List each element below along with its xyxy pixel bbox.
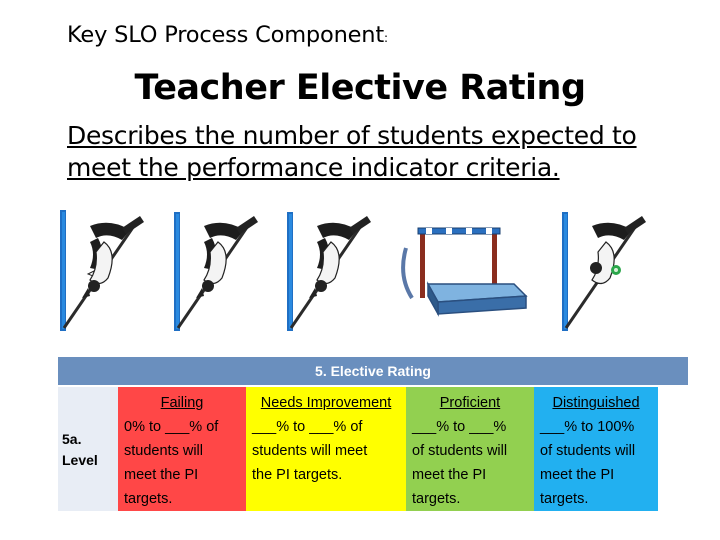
rating-heading-failing: Failing [160,395,204,411]
pole-vaulter-icon [60,208,160,331]
rating-cell-proficient [406,387,534,511]
high-jump-bar-icon [398,218,536,322]
slide-title: Teacher Elective Rating [134,68,586,108]
pole-vaulter-clearing-icon [562,210,662,331]
rating-heading-proficient: Proficient [439,395,501,411]
rating-cell-distinguished [534,387,658,511]
kicker-line [67,22,388,48]
level-label-cell [58,387,118,511]
table-title-bar: 5. Elective Rating [58,357,688,386]
rating-heading-needs-improvement: Needs Improvement [260,395,392,411]
pole-vaulter-icon [287,210,387,331]
level-word: Level [62,452,98,468]
rating-heading-distinguished: Distinguished [552,395,640,411]
pole-vaulter-icon [174,210,274,331]
rating-text-failing: 0% to ___% of students will meet the PI targets. [124,419,219,507]
kicker-text: Key SLO Process Component [67,22,384,48]
slide-subtitle: Describes the number of students expected to meet the performance indicator criteria. [67,121,637,182]
rating-cell-failing [118,387,246,511]
level-number: 5a. [62,431,82,447]
rating-text-distinguished: ___% to 100% of students will meet the PI targets. [540,419,636,507]
kicker-colon: : [383,31,388,45]
rating-text-needs-improvement: ___% to ___% of students will meet the PI targets. [252,419,368,483]
rating-cell-needs-improvement [246,387,406,511]
rating-text-proficient: ___% to ___% of students will meet the PI targets. [412,419,508,507]
